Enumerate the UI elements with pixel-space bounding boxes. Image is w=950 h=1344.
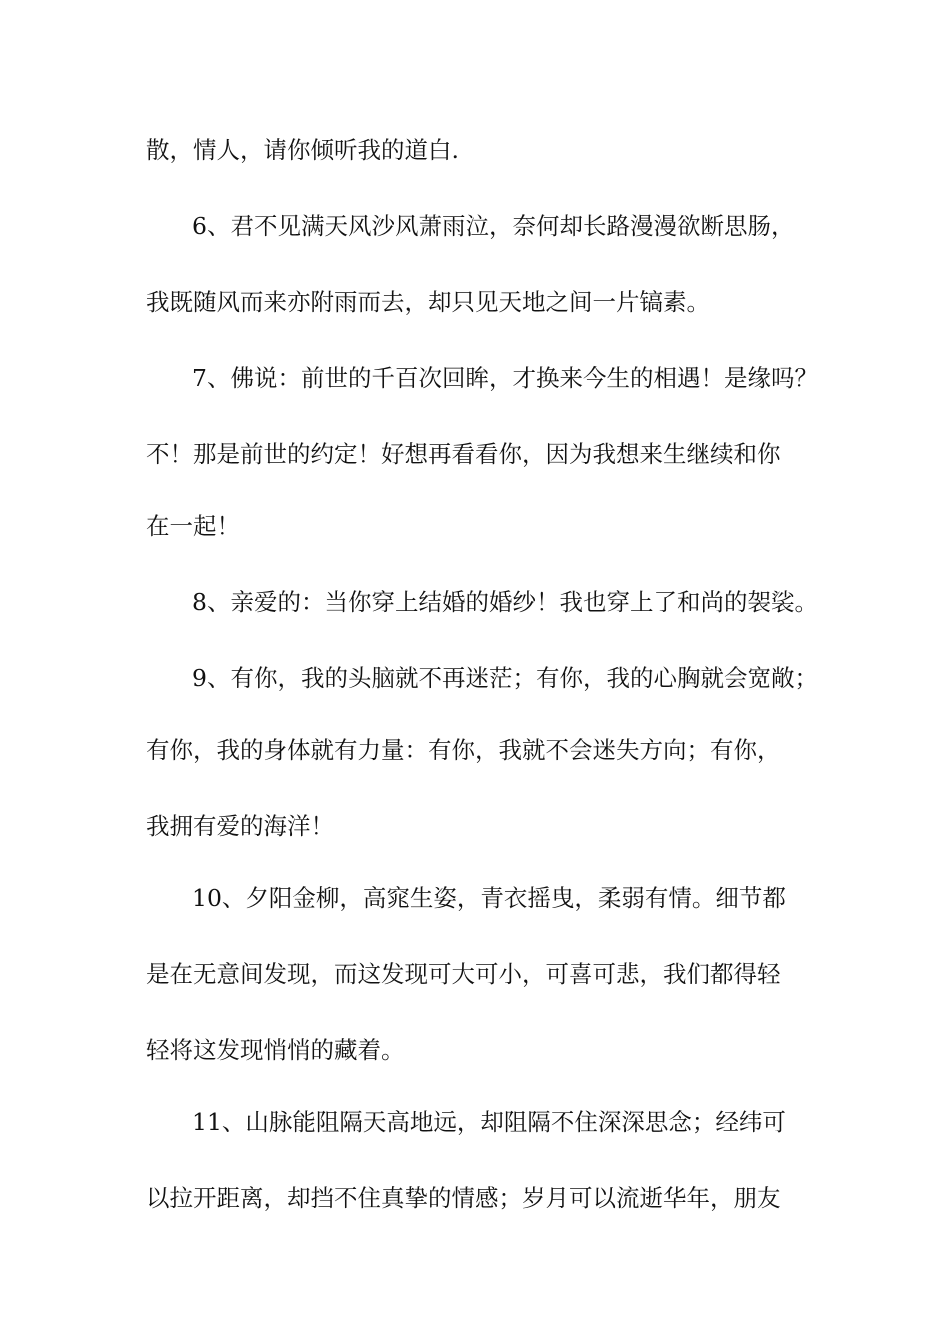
text-line: 6、君不见满天风沙风萧雨泣，奈何却长路漫漫欲断思肠， [192, 212, 795, 240]
text-line: 是在无意间发现，而这发现可大可小，可喜可悲，我们都得轻 [146, 960, 781, 988]
text-line: 7、佛说：前世的千百次回眸，才换来今生的相遇！是缘吗？ [192, 364, 818, 392]
text-line: 不！那是前世的约定！好想再看看你，因为我想来生继续和你 [146, 440, 781, 468]
text-line: 10、夕阳金柳，高窕生姿，青衣摇曳，柔弱有情。细节都 [192, 884, 786, 912]
text-line: 8、亲爱的：当你穿上结婚的婚纱！我也穿上了和尚的袈裟。 [192, 588, 818, 616]
text-line: 散，情人，请你倾听我的道白. [146, 136, 459, 164]
text-line: 我既随风而来亦附雨而去，却只见天地之间一片镐素。 [146, 288, 710, 316]
text-line: 我拥有爱的海洋！ [146, 812, 334, 840]
text-line: 有你，我的身体就有力量：有你，我就不会迷失方向；有你， [146, 736, 781, 764]
text-line: 9、有你，我的头脑就不再迷茫；有你，我的心胸就会宽敞； [192, 664, 818, 692]
text-line: 11、山脉能阻隔天高地远，却阻隔不住深深思念；经纬可 [192, 1108, 786, 1136]
text-line: 轻将这发现悄悄的藏着。 [146, 1036, 405, 1064]
text-line: 以拉开距离，却挡不住真挚的情感；岁月可以流逝华年，朋友 [146, 1184, 781, 1212]
text-line: 在一起！ [146, 512, 240, 540]
